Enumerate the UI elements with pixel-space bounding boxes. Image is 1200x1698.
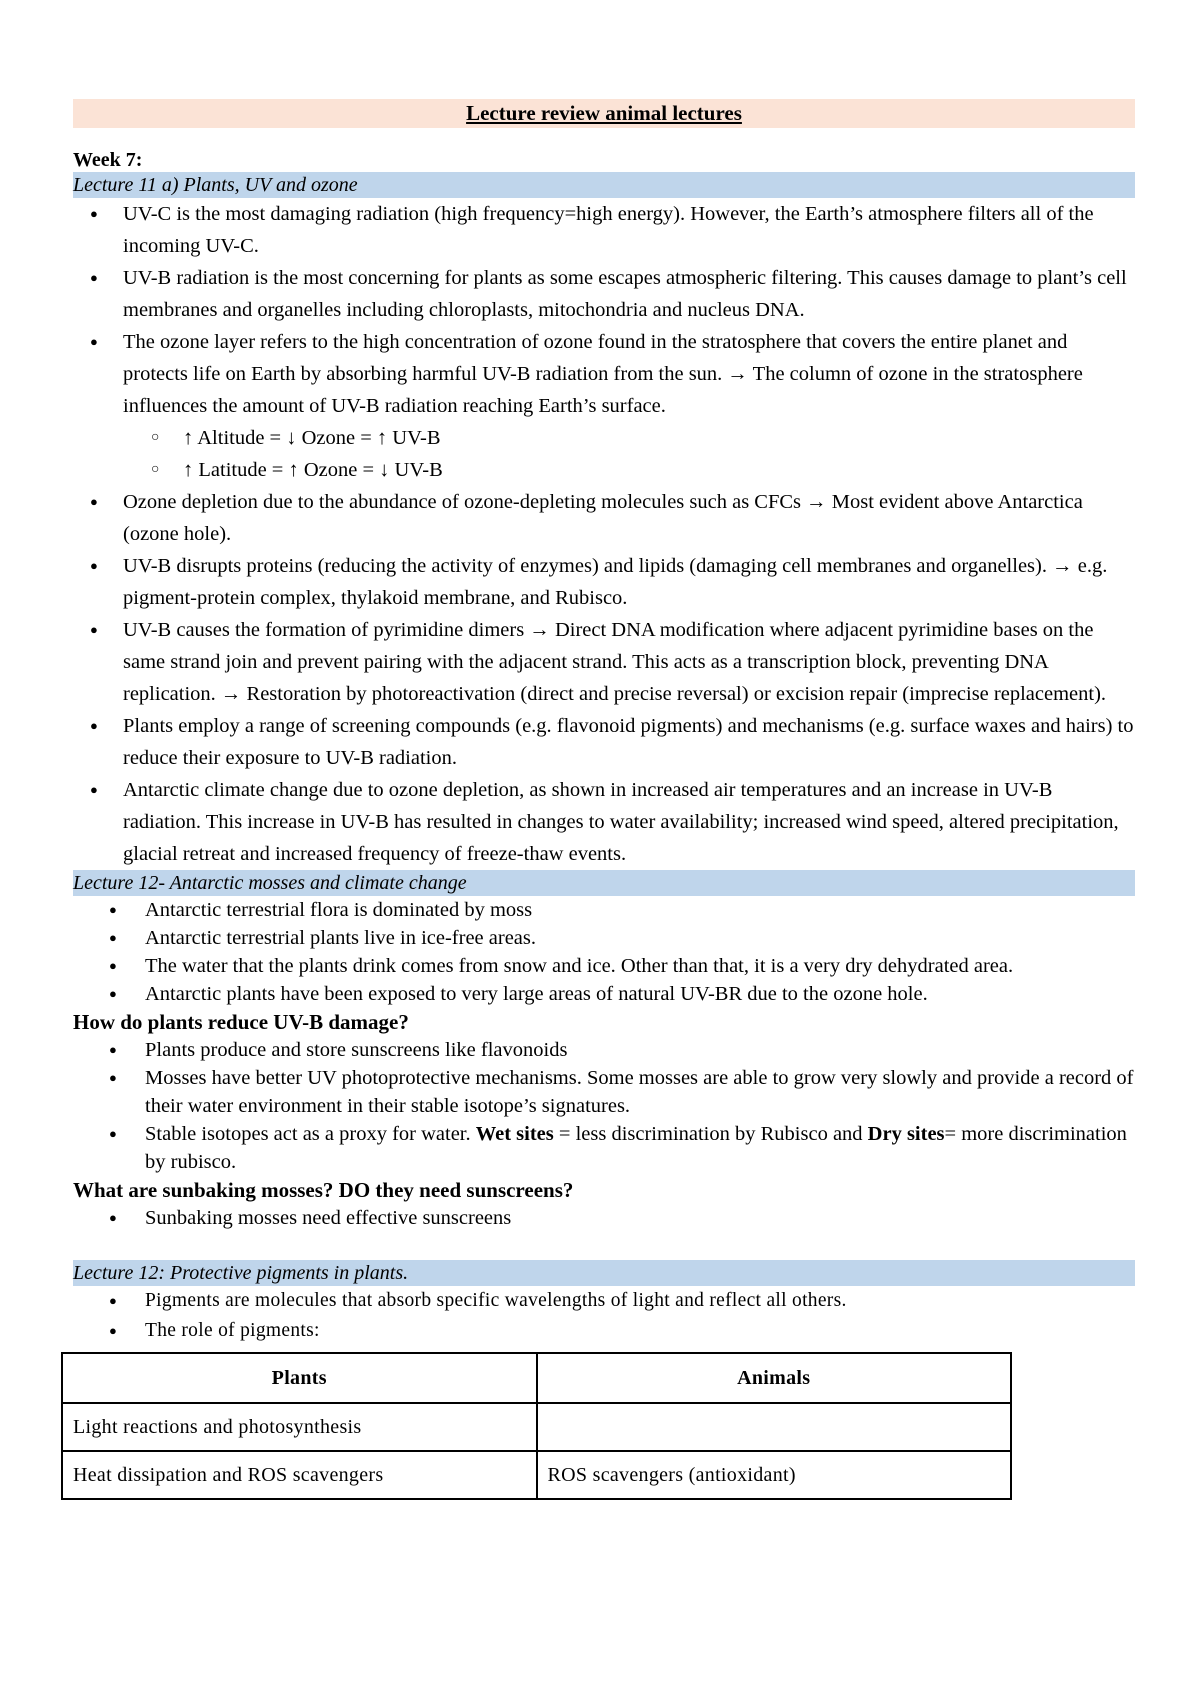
pigments-list [73,1286,1135,1346]
sub-list-item: ○ ↑ Latitude = ↑ Ozone = ↓ UV-B [73,454,1135,486]
list-item: ● UV-B causes the formation of pyrimidine dimers → Direct DNA modification where adjacent pyrimidine bases on the same strand join and prevent pairing with the adjacent strand. This acts as a transcription block, preventing DNA replication. → Restoration by photoreactivation (direct and precise reversal) or excision repair (imprecise replacement). [73,614,1135,710]
list-item: ● Pigments are molecules that absorb specific wavelengths of light and reflect all others. [73,1286,1135,1316]
list-item: ● Plants produce and store sunscreens like flavonoids [73,1036,1135,1064]
sunbaking-list [73,1204,1135,1232]
list-item: ● The role of pigments: [73,1316,1135,1346]
lecture-12b-heading: Lecture 12: Protective pigments in plants. [73,1260,1135,1286]
table-cell: Light reactions and photosynthesis [62,1403,537,1451]
question-sunbaking-mosses: What are sunbaking mosses? DO they need sunscreens? [73,1178,574,1202]
document-title: Lecture review animal lectures [73,99,1135,128]
sub-list-item: ○ ↑ Altitude = ↓ Ozone = ↑ UV-B [73,422,1135,454]
list-item: ● Stable isotopes act as a proxy for water. Wet sites = less discrimination by Rubisco and Dry sites= more discrimination by rubisco. [73,1120,1135,1176]
list-item: ● Antarctic climate change due to ozone depletion, as shown in increased air temperatures and an increase in UV-B radiation. This increase in UV-B has resulted in changes to water availability; increased wind speed, altered precipitation, glacial retreat and increased frequency of freeze-thaw events. [73,774,1135,870]
list-item: ● The ozone layer refers to the high concentration of ozone found in the stratosphere that covers the entire planet and protects life on Earth by absorbing harmful UV-B radiation from the sun. → The column of ozone in the stratosphere influences the amount of UV-B radiation reaching Earth’s surface. [73,326,1135,422]
column-header-animals: Animals [537,1353,1012,1403]
table-header-row [62,1353,1011,1403]
lecture-12-list [73,896,1135,1008]
table-cell: Heat dissipation and ROS scavengers [62,1451,537,1499]
dry-sites-term: Dry sites [867,1123,945,1145]
list-item: ● Antarctic terrestrial plants live in ice-free areas. [73,924,1135,952]
list-item: ● Antarctic plants have been exposed to very large areas of natural UV-BR due to the ozone hole. [73,980,1135,1008]
ozone-sub-list [73,422,1135,486]
pigments-table [61,1352,1012,1500]
table-row [62,1451,1011,1499]
lecture-11a-heading: Lecture 11 a) Plants, UV and ozone [73,172,1135,198]
lecture-11a-list-continued [73,486,1135,870]
list-item: ● Mosses have better UV photoprotective mechanisms. Some mosses are able to grow very slowly and provide a record of their water environment in their stable isotope’s signatures. [73,1064,1135,1120]
week-heading: Week 7: [73,149,143,171]
uvb-damage-list [73,1036,1135,1176]
lecture-11a-list [73,198,1135,422]
list-item: ● UV-B radiation is the most concerning for plants as some escapes atmospheric filtering. This causes damage to plant’s cell membranes and organelles including chloroplasts, mitochondria and nucleus DNA. [73,262,1135,326]
table-cell: ROS scavengers (antioxidant) [537,1451,1012,1499]
lecture-12-heading: Lecture 12- Antarctic mosses and climate change [73,870,1135,896]
list-item: ● Plants employ a range of screening compounds (e.g. flavonoid pigments) and mechanisms (e.g. surface waxes and hairs) to reduce their exposure to UV-B radiation. [73,710,1135,774]
list-item: ● UV-C is the most damaging radiation (high frequency=high energy). However, the Earth’s atmosphere filters all of the incoming UV-C. [73,198,1135,262]
table-row [62,1403,1011,1451]
wet-sites-term: Wet sites [475,1123,554,1145]
list-item: ● Ozone depletion due to the abundance of ozone-depleting molecules such as CFCs → Most evident above Antarctica (ozone hole). [73,486,1135,550]
list-item: ● The water that the plants drink comes from snow and ice. Other than that, it is a very dry dehydrated area. [73,952,1135,980]
column-header-plants: Plants [62,1353,537,1403]
document-page [73,99,1135,1500]
question-uvb-damage: How do plants reduce UV-B damage? [73,1010,409,1034]
list-item: ● Antarctic terrestrial flora is dominated by moss [73,896,1135,924]
list-item: ● UV-B disrupts proteins (reducing the activity of enzymes) and lipids (damaging cell membranes and organelles). → e.g. pigment-protein complex, thylakoid membrane, and Rubisco. [73,550,1135,614]
table-cell [537,1403,1012,1451]
list-item: ● Sunbaking mosses need effective sunscreens [73,1204,1135,1232]
